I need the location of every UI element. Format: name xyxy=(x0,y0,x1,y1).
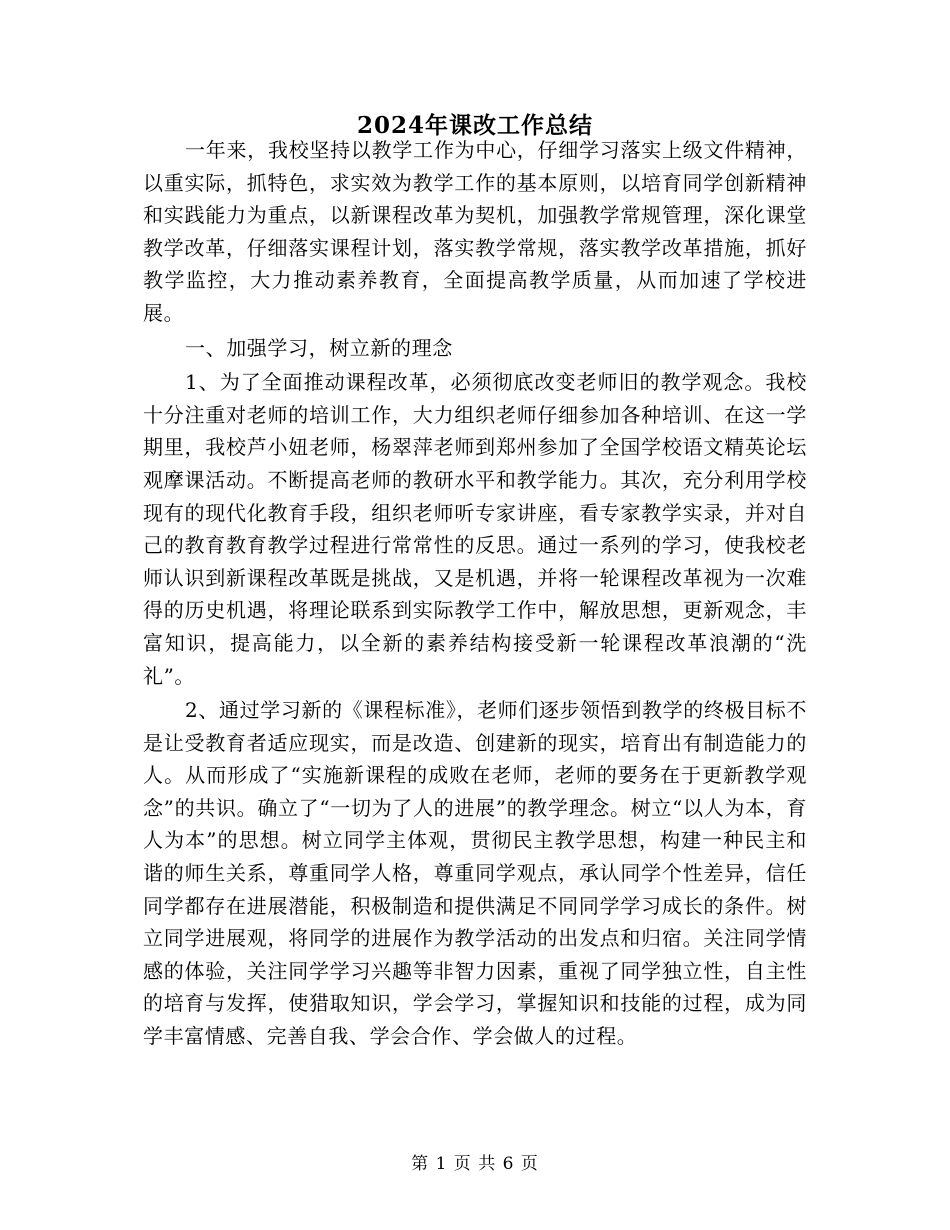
page-number: 第 1 页 共 6 页 xyxy=(411,1154,539,1174)
document-title: 2024年课改工作总结 xyxy=(356,112,593,139)
paragraph-point-1: 1、为了全面推动课程改革，必须彻底改变老师旧的教学观念。我校十分注重对老师的培训工作，大力组织老师仔细参加各种培训、在这一学期里，我校芦小妞老师，杨翠萍老师到郑州参加了全国学校语文精英论坛观摩课活动。不断提高老师的教研水平和教学能力。其次，充分利用学校现有的现代化教育手段，组织老师听专家讲座，看专家教学实录，并对自己的教育教育教学过程进行常常性的反思。通过一系列的学习，使我校老师认识到新课程改革既是挑战，又是机遇，并将一轮课程改革视为一次难得的历史机遇，将理论联系到实际教学工作中，解放思想，更新观念，丰富知识，提高能力，以全新的素养结构接受新一轮课程改革浪潮的“洗礼”。 xyxy=(143,370,807,688)
section-heading-1: 一、加强学习，树立新的理念 xyxy=(185,335,453,360)
page-footer xyxy=(0,1152,950,1176)
paragraph-point-2: 2、通过学习新的《课程标准》，老师们逐步领悟到教学的终极目标不是让受教育者适应现实，而是改造、创建新的现实，培育出有制造能力的人。从而形成了“实施新课程的成败在老师，老师的要务在于更新教学观念”的共识。确立了“一切为了人的进展”的教学理念。树立“以人为本，育人为本”的思想。树立同学主体观，贯彻民主教学思想，构建一种民主和谐的师生关系，尊重同学人格，尊重同学观点，承认同学个性差异，信任同学都存在进展潜能，积极制造和提供满足不同同学学习成长的条件。树立同学进展观，将同学的进展作为教学活动的出发点和归宿。关注同学情感的体验，关注同学学习兴趣等非智力因素，重视了同学独立性，自主性的培育与发挥，使猎取知识，学会学习，掌握知识和技能的过程，成为同学丰富情感、完善自我、学会合作、学会做人的过程。 xyxy=(143,698,807,1049)
paragraph-intro: 一年来，我校坚持以教学工作为中心，仔细学习落实上级文件精神，以重实际，抓特色，求实效为教学工作的基本原则，以培育同学创新精神和实践能力为重点，以新课程改革为契机，加强教学常规管理，深化课堂教学改革，仔细落实课程计划，落实教学常规，落实教学改革措施，抓好教学监控，大力推动素养教育，全面提高教学质量，从而加速了学校进展。 xyxy=(143,138,807,325)
document-body xyxy=(143,134,807,1053)
